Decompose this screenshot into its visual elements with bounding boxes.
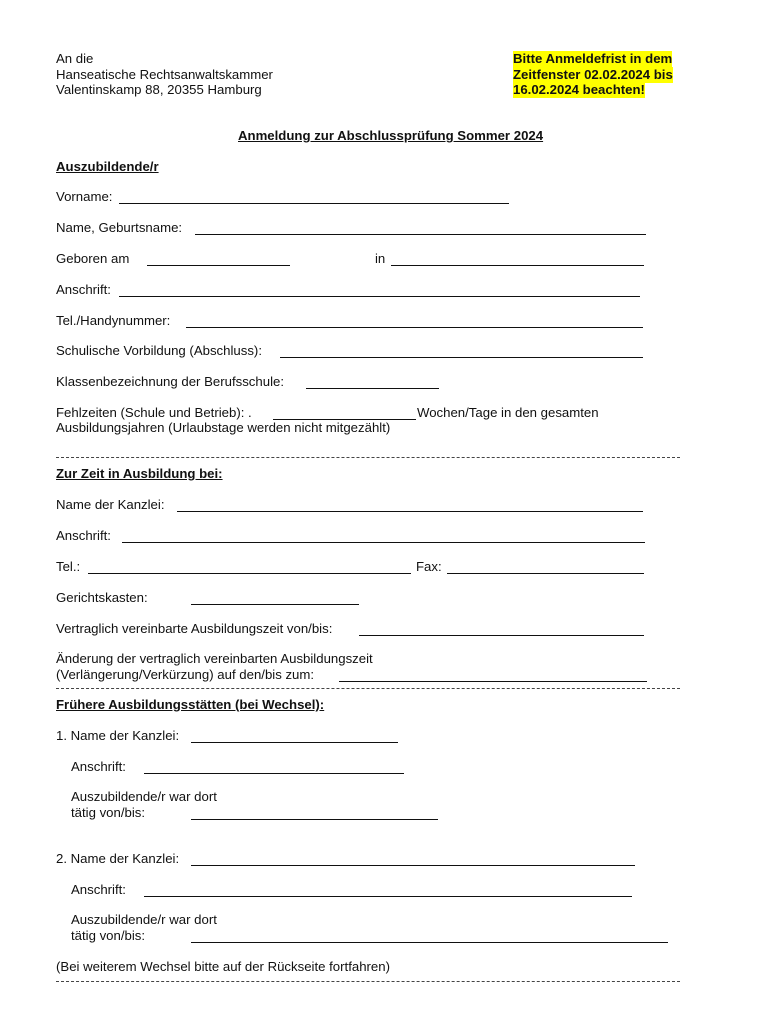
label-fax: Fax:: [416, 559, 442, 574]
label-name: Name, Geburtsname:: [56, 220, 183, 235]
label-klasse: Klassenbezeichnung der Berufsschule:: [56, 374, 284, 389]
label-fehlzeiten-suffix: Wochen/Tage in den gesamten: [417, 405, 599, 420]
label-fehlzeiten: Fehlzeiten (Schule und Betrieb): .: [56, 405, 252, 420]
fax-field[interactable]: [447, 573, 644, 574]
section-heading-trainee: Auszubildende/r: [56, 159, 159, 174]
kanzlei-2-field[interactable]: [191, 865, 635, 866]
kanzlei-2-taetig-field[interactable]: [191, 942, 668, 943]
kanzlei-1-field[interactable]: [191, 742, 398, 743]
label-kanzlei: Name der Kanzlei:: [56, 497, 165, 512]
anschrift-field[interactable]: [119, 296, 640, 297]
label-kanzlei-2-taetig-line-2: tätig von/bis:: [71, 928, 146, 943]
recipient-line-2: Hanseatische Rechtsanwaltskammer: [56, 67, 273, 82]
label-geburtsort: in: [375, 251, 386, 266]
label-kanzlei-1-taetig-line-1: Auszubildende/r war dort: [71, 789, 217, 804]
label-kanzlei-1: 1. Name der Kanzlei:: [56, 728, 180, 743]
label-kanzlei-2: 2. Name der Kanzlei:: [56, 851, 180, 866]
geburtsdatum-field[interactable]: [147, 265, 290, 266]
kanzlei-telefon-field[interactable]: [88, 573, 411, 574]
vorname-field[interactable]: [119, 203, 509, 204]
label-kanzlei-2-anschrift: Anschrift:: [71, 882, 126, 897]
deadline-notice-line-2: Zeitfenster 02.02.2024 bis: [513, 67, 673, 82]
section-heading-previous-training: Frühere Ausbildungsstätten (bei Wechsel):: [56, 697, 325, 712]
telefon-field[interactable]: [186, 327, 643, 328]
recipient-line-1: An die: [56, 51, 94, 66]
label-fehlzeiten-line-2: Ausbildungsjahren (Urlaubstage werden nicht mitgezählt): [56, 420, 391, 435]
label-kanzlei-2-taetig-line-1: Auszubildende/r war dort: [71, 912, 217, 927]
label-vorbildung: Schulische Vorbildung (Abschluss):: [56, 343, 262, 358]
label-gerichtskasten: Gerichtskasten:: [56, 590, 148, 605]
form-title: Anmeldung zur Abschlussprüfung Sommer 2024: [238, 128, 544, 143]
label-kanzlei-1-anschrift: Anschrift:: [71, 759, 126, 774]
continuation-note: (Bei weiterem Wechsel bitte auf der Rückseite fortfahren): [56, 959, 390, 974]
kanzlei-1-taetig-field[interactable]: [191, 819, 438, 820]
label-anschrift: Anschrift:: [56, 282, 111, 297]
label-telefon: Tel./Handynummer:: [56, 313, 171, 328]
kanzlei-2-anschrift-field[interactable]: [144, 896, 632, 897]
section-divider: [56, 981, 680, 982]
label-kanzlei-1-taetig-line-2: tätig von/bis:: [71, 805, 146, 820]
vorbildung-field[interactable]: [280, 357, 643, 358]
label-aenderung-line-1: Änderung der vertraglich vereinbarten Ausbildungszeit: [56, 651, 373, 666]
label-kanzlei-telefon: Tel.:: [56, 559, 81, 574]
section-divider: [56, 457, 680, 458]
kanzlei-1-anschrift-field[interactable]: [144, 773, 404, 774]
section-heading-current-training: Zur Zeit in Ausbildung bei:: [56, 466, 223, 481]
kanzlei-field[interactable]: [177, 511, 643, 512]
kanzlei-anschrift-field[interactable]: [122, 542, 645, 543]
geburtsort-field[interactable]: [391, 265, 644, 266]
label-vorname: Vorname:: [56, 189, 113, 204]
deadline-notice-line-3: 16.02.2024 beachten!: [513, 82, 645, 97]
label-aenderung-line-2: (Verlängerung/Verkürzung) auf den/bis zum:: [56, 667, 315, 682]
recipient-line-3: Valentinskamp 88, 20355 Hamburg: [56, 82, 262, 97]
klasse-field[interactable]: [306, 388, 439, 389]
label-ausbildungszeit: Vertraglich vereinbarte Ausbildungszeit von/bis:: [56, 621, 333, 636]
label-geboren: Geboren am: [56, 251, 130, 266]
aenderung-field[interactable]: [339, 681, 647, 682]
label-kanzlei-anschrift: Anschrift:: [56, 528, 111, 543]
deadline-notice-line-1: Bitte Anmeldefrist in dem: [513, 51, 673, 66]
ausbildungszeit-field[interactable]: [359, 635, 644, 636]
name-field[interactable]: [195, 234, 646, 235]
gerichtskasten-field[interactable]: [191, 604, 359, 605]
section-divider: [56, 688, 680, 689]
